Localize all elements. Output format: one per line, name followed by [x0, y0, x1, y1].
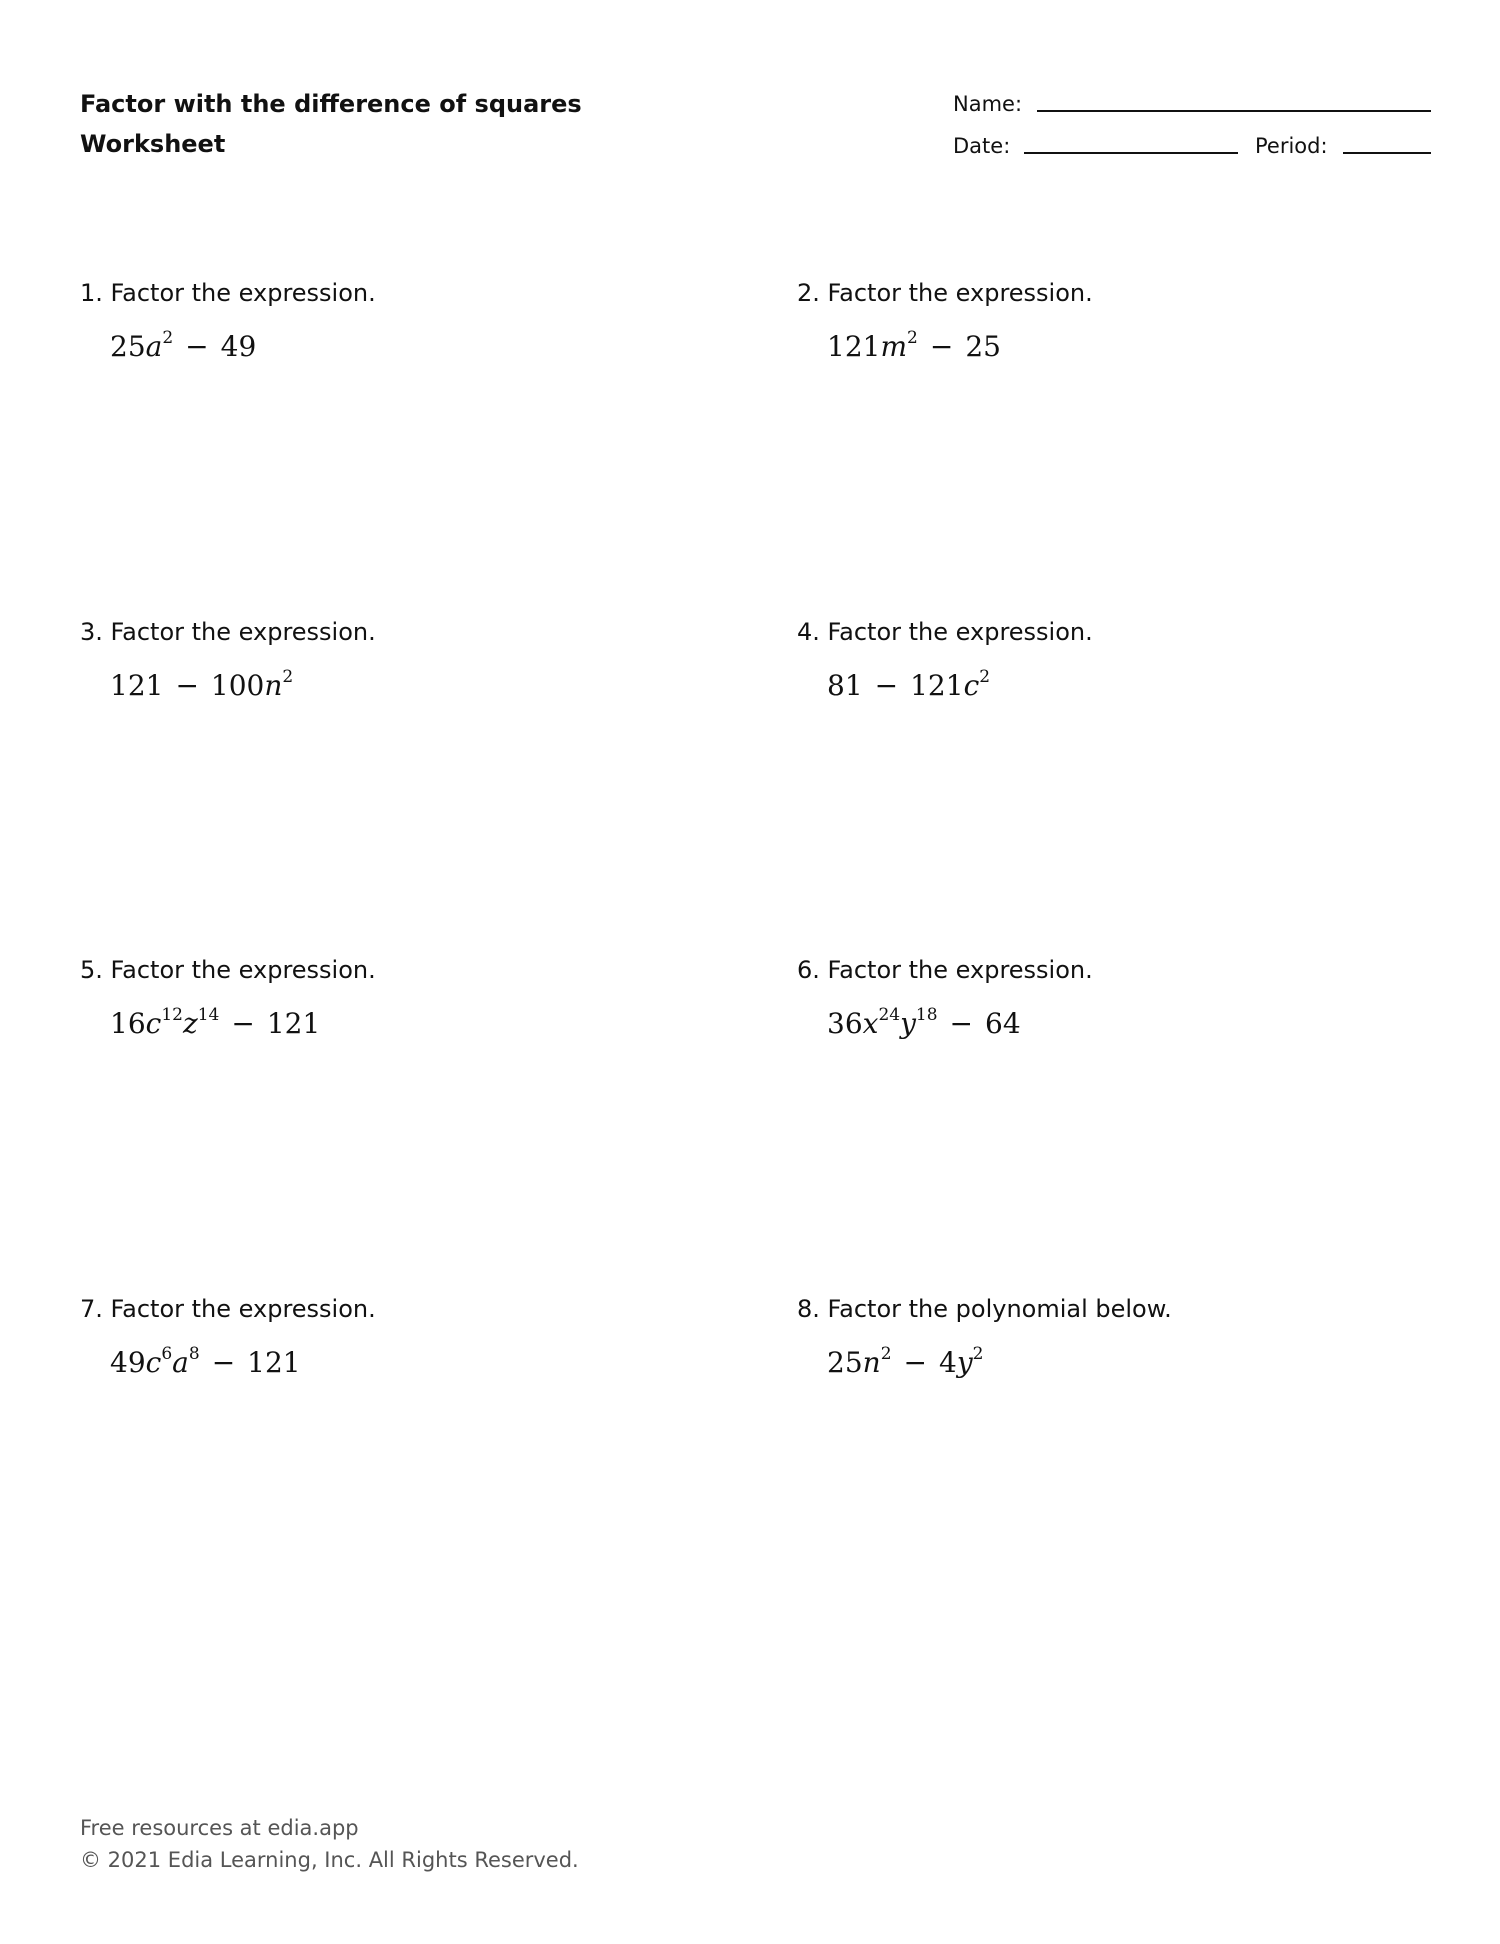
problem-expression: $16c^{12}z^{14} - 121$: [110, 1005, 321, 1040]
problem-expression: $81 - 121c^2$: [827, 667, 991, 702]
problem-prompt: [797, 617, 1437, 647]
problem-instruction: Factor the expression.: [110, 279, 376, 307]
problem-5: [80, 955, 720, 1041]
problem-prompt: [80, 1294, 720, 1324]
problem-number: 6.: [797, 956, 820, 984]
problem-expression: $121 - 100n^2$: [110, 667, 294, 702]
date-field-line[interactable]: [1024, 152, 1238, 154]
title-line-1: Factor with the difference of squares: [80, 90, 582, 118]
problem-number: 2.: [797, 279, 820, 307]
problem-8: [797, 1294, 1437, 1380]
problem-prompt: [80, 617, 720, 647]
problem-7: [80, 1294, 720, 1380]
footer: [80, 1812, 579, 1876]
period-label: Period:: [1255, 134, 1328, 158]
problem-3: [80, 617, 720, 703]
problem-number: 8.: [797, 1295, 820, 1323]
problem-instruction: Factor the polynomial below.: [827, 1295, 1172, 1323]
footer-copyright: © 2021 Edia Learning, Inc. All Rights Reserved.: [80, 1848, 579, 1872]
problem-prompt: [80, 278, 720, 308]
problem-number: 4.: [797, 618, 820, 646]
problem-instruction: Factor the expression.: [110, 1295, 376, 1323]
problem-instruction: Factor the expression.: [110, 618, 376, 646]
problem-expression: $36x^{24}y^{18} - 64$: [827, 1005, 1021, 1040]
problem-instruction: Factor the expression.: [110, 956, 376, 984]
problem-prompt: [797, 955, 1437, 985]
problem-expression: $25a^2 - 49$: [110, 328, 257, 363]
problem-prompt: [797, 1294, 1437, 1324]
problem-prompt: [80, 955, 720, 985]
footer-resources-link[interactable]: Free resources at edia.app: [80, 1816, 359, 1840]
title-line-2: Worksheet: [80, 130, 226, 158]
problem-6: [797, 955, 1437, 1041]
problem-1: [80, 278, 720, 364]
problem-instruction: Factor the expression.: [827, 956, 1093, 984]
problem-expression: $49c^6a^8 - 121$: [110, 1344, 301, 1379]
problem-number: 5.: [80, 956, 103, 984]
name-label: Name:: [953, 92, 1023, 116]
problem-number: 1.: [80, 279, 103, 307]
worksheet-title: [80, 84, 582, 164]
date-label: Date:: [953, 134, 1011, 158]
problem-4: [797, 617, 1437, 703]
period-field-line[interactable]: [1343, 152, 1431, 154]
problem-expression: $121m^2 - 25$: [827, 328, 1001, 363]
problem-2: [797, 278, 1437, 364]
name-field-line[interactable]: [1037, 110, 1431, 112]
problem-number: 3.: [80, 618, 103, 646]
problem-prompt: [797, 278, 1437, 308]
problem-instruction: Factor the expression.: [827, 618, 1093, 646]
problem-number: 7.: [80, 1295, 103, 1323]
problem-instruction: Factor the expression.: [827, 279, 1093, 307]
problem-expression: $25n^2 - 4y^2$: [827, 1344, 984, 1379]
